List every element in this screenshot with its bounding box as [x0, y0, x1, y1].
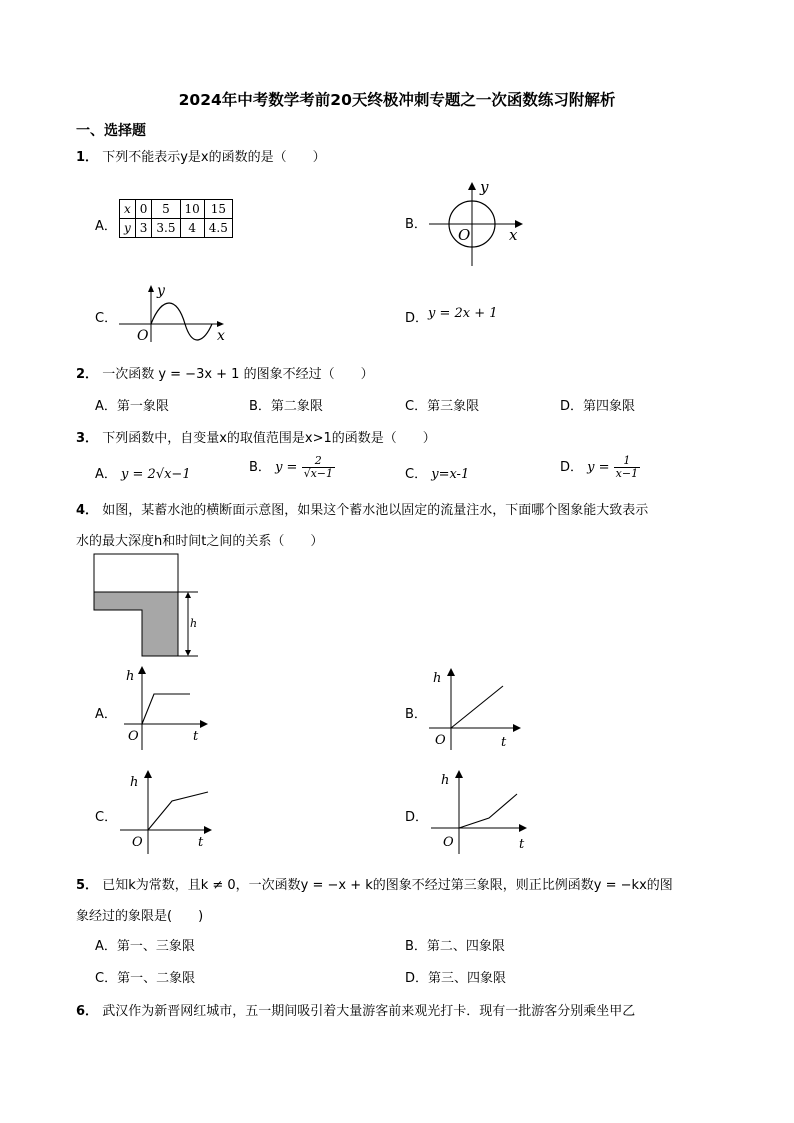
option-prefix: y = — [275, 460, 298, 475]
table-row — [120, 200, 233, 219]
q1-option-a-label: A． — [95, 219, 117, 234]
q1-sine-graph — [117, 282, 232, 344]
axis-label-t: t — [193, 729, 199, 744]
axis-label-x: x — [217, 328, 225, 344]
question-1 — [76, 146, 326, 165]
question-stem: 如图，某蓄水池的横断面示意图，如果这个蓄水池以固定的流量注水，下面哪个图象能大致表示 — [102, 503, 649, 518]
table-cell: y — [120, 219, 136, 238]
q3-option-d — [560, 455, 640, 480]
option-label: D． — [560, 460, 584, 475]
q2-option-b: B．第二象限 — [249, 399, 323, 414]
origin-label: O — [132, 835, 143, 850]
fraction-denominator: x−1 — [615, 467, 639, 480]
axis-label-h: h — [433, 671, 442, 686]
q5-option-d: D．第三、四象限 — [405, 971, 507, 986]
question-number: 5． — [76, 878, 99, 893]
q2-option-d: D．第四象限 — [560, 399, 636, 414]
axis-label-y: y — [157, 283, 165, 299]
table-cell: 4.5 — [204, 219, 232, 238]
table-row — [120, 219, 233, 238]
q5-option-a: A．第一、三象限 — [95, 939, 195, 954]
question-3 — [76, 427, 436, 446]
question-stem: 下列不能表示y是x的函数的是（ ） — [102, 150, 326, 165]
fraction-denominator: √x−1 — [303, 467, 334, 480]
q4-option-c-label: C． — [95, 810, 118, 825]
q4-option-a-label: A． — [95, 707, 117, 722]
option-formula: y=x-1 — [431, 467, 470, 482]
table-cell: 3.5 — [152, 219, 180, 238]
q1-option-a-table — [119, 199, 233, 238]
question-number: 6． — [76, 1004, 99, 1019]
option-prefix: y = — [587, 460, 610, 475]
fraction-numerator: 1 — [614, 455, 640, 468]
axis-label-y: y — [480, 178, 489, 196]
table-cell: 15 — [204, 200, 232, 219]
depth-curve — [451, 686, 503, 728]
q1-option-d-formula: y = 2x + 1 — [428, 306, 498, 321]
water-fill — [94, 592, 178, 656]
depth-curve — [459, 794, 517, 828]
question-stem: 已知k为常数，且k ≠ 0，一次函数y = −x + k的图象不经过第三象限，则正比例函数y = −kx的图 — [102, 878, 673, 893]
q1-option-d-label: D． — [405, 311, 429, 326]
option-label: B． — [249, 460, 271, 475]
table-cell: 3 — [135, 219, 152, 238]
axis-label-h: h — [126, 669, 135, 684]
fraction-numerator: 2 — [302, 455, 335, 468]
q1-option-c-label: C． — [95, 311, 118, 326]
q3-option-b — [249, 455, 335, 480]
question-2 — [76, 363, 374, 382]
depth-curve — [142, 694, 190, 724]
axis-label-t: t — [198, 835, 204, 850]
document-title: 2024年中考数学考前20天终极冲刺专题之一次函数练习附解析 — [178, 91, 616, 109]
question-number: 1． — [76, 150, 99, 165]
q5-option-c: C．第一、二象限 — [95, 971, 196, 986]
axis-label-x: x — [509, 226, 518, 244]
q4-graph-d — [425, 766, 533, 856]
question-number: 4． — [76, 503, 99, 518]
axis-label-t: t — [501, 735, 507, 750]
question-number: 2． — [76, 367, 99, 382]
table-cell: 5 — [152, 200, 180, 219]
question-5-line-1 — [76, 874, 673, 893]
fraction — [614, 455, 640, 480]
origin-label: O — [458, 226, 471, 244]
q1-circle-graph — [425, 178, 525, 268]
reservoir-figure — [92, 552, 202, 660]
table-cell: 4 — [180, 219, 204, 238]
q3-option-a — [95, 463, 191, 482]
q2-option-a: A．第一象限 — [95, 399, 169, 414]
origin-label: O — [128, 729, 139, 744]
question-6 — [76, 1000, 635, 1019]
q2-option-c: C．第三象限 — [405, 399, 480, 414]
origin-label: O — [443, 835, 454, 850]
q4-option-b-label: B． — [405, 707, 427, 722]
question-stem: 一次函数 y = −3x + 1 的图象不经过（ ） — [102, 367, 374, 382]
sine-curve — [151, 303, 212, 340]
depth-label: h — [190, 617, 198, 630]
fraction — [302, 455, 335, 480]
question-4-line-1 — [76, 499, 648, 518]
option-formula: y = 2√x−1 — [121, 467, 191, 482]
question-5-line-2: 象经过的象限是( ) — [76, 909, 204, 924]
question-stem: 下列函数中，自变量x的取值范围是x>1的函数是（ ） — [102, 431, 436, 446]
q3-option-c — [405, 463, 469, 482]
axis-label-t: t — [519, 837, 525, 852]
origin-label: O — [137, 328, 149, 344]
question-number: 3． — [76, 431, 99, 446]
question-4-line-2: 水的最大深度h和时间t之间的关系（ ） — [76, 534, 324, 549]
question-stem: 武汉作为新晋网红城市，五一期间吸引着大量游客前来观光打卡．现有一批游客分别乘坐甲乙 — [102, 1004, 636, 1019]
q4-graph-a — [118, 662, 214, 754]
q4-graph-b — [425, 664, 525, 754]
q4-graph-c — [116, 766, 216, 856]
depth-curve — [148, 792, 208, 830]
q4-option-d-label: D． — [405, 810, 429, 825]
option-label: C． — [405, 467, 428, 482]
section-heading: 一、选择题 — [76, 123, 146, 139]
q1-option-b-label: B． — [405, 217, 427, 232]
table-cell: 10 — [180, 200, 204, 219]
option-label: A． — [95, 467, 117, 482]
axis-label-h: h — [441, 773, 450, 788]
origin-label: O — [435, 733, 446, 748]
axis-label-h: h — [130, 775, 139, 790]
table-cell: x — [120, 200, 136, 219]
table-cell: 0 — [135, 200, 152, 219]
q5-option-b: B．第二、四象限 — [405, 939, 505, 954]
